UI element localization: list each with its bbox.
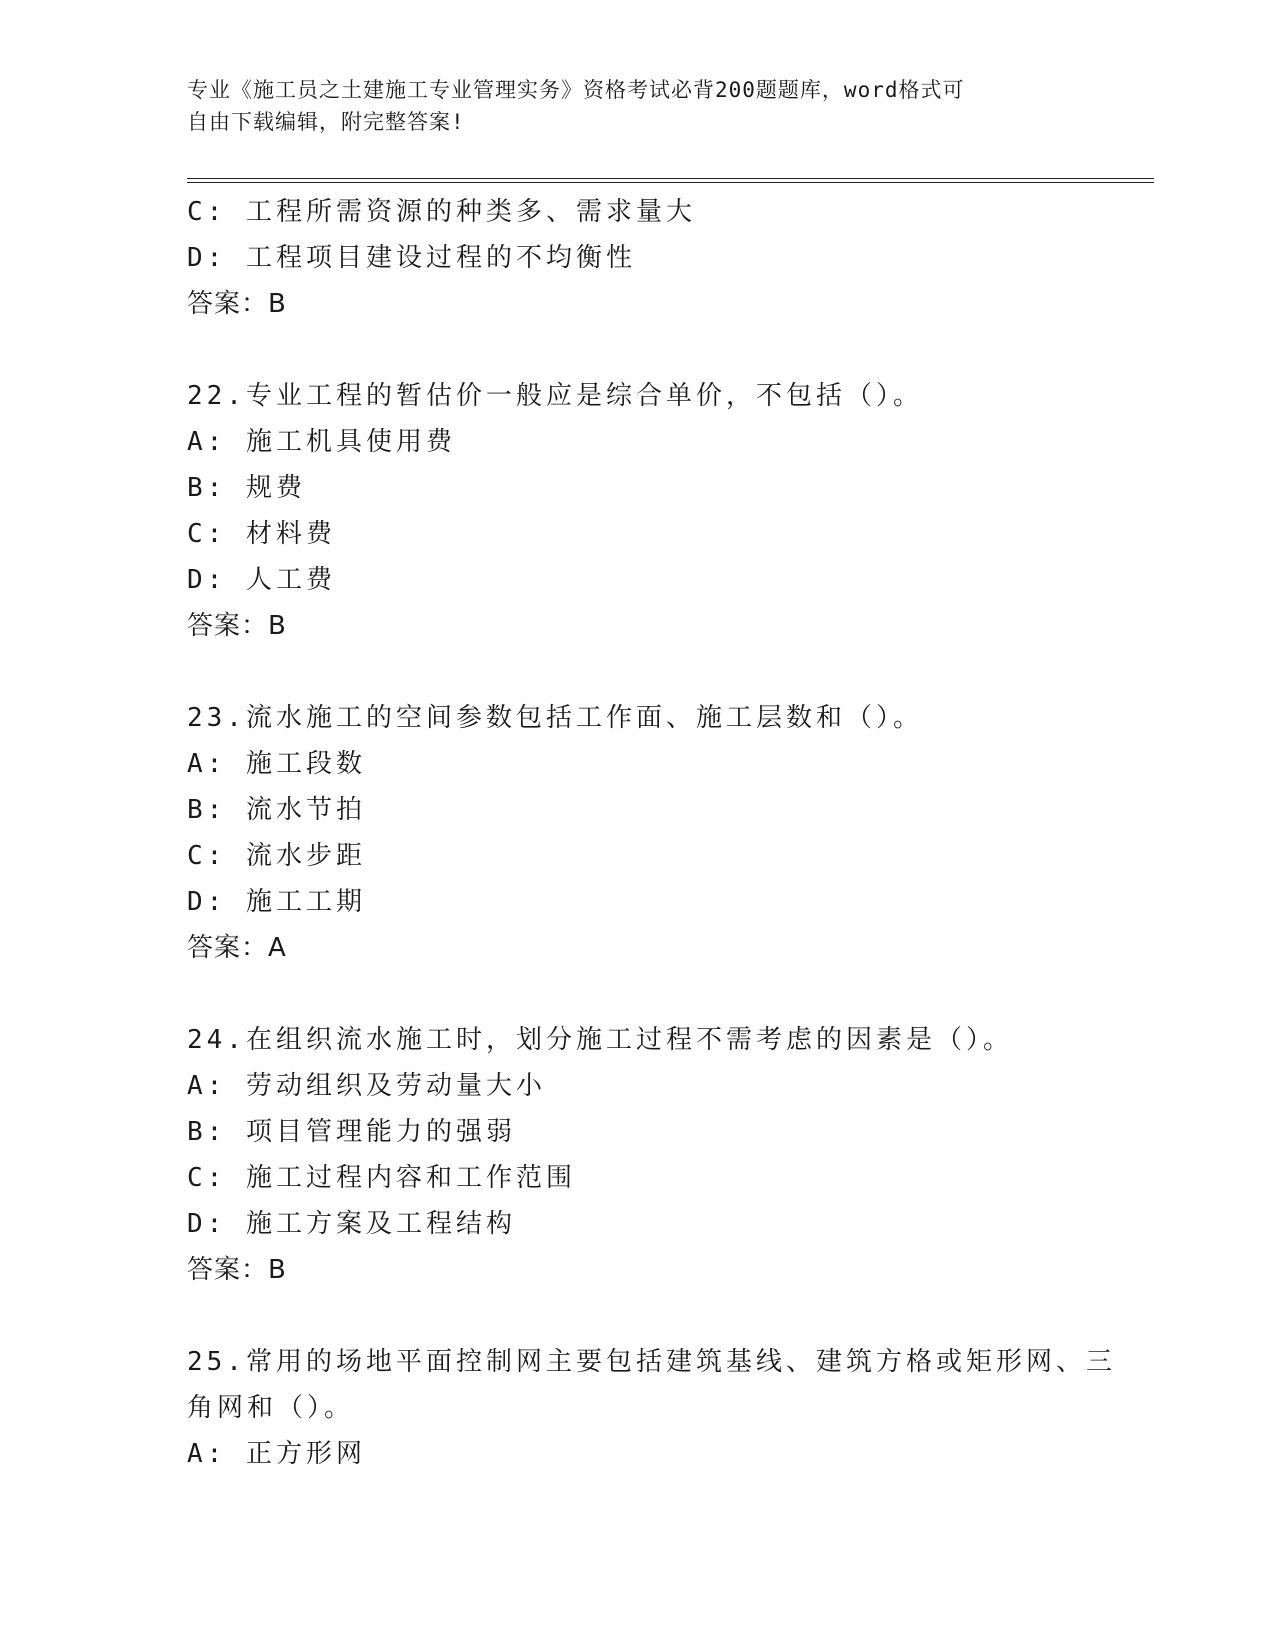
- option-b: B: 流水节拍: [187, 795, 366, 825]
- option-c: C: 工程所需资源的种类多、需求量大: [187, 197, 696, 227]
- option-d: D: 施工方案及工程结构: [187, 1209, 516, 1239]
- document-header: [187, 74, 1087, 138]
- question-block-23: [187, 695, 1154, 971]
- question-block-22: [187, 373, 1154, 649]
- spacer: [187, 649, 1154, 695]
- question-block-21-continued: [187, 189, 1154, 327]
- question-list: [187, 189, 1154, 1477]
- option-c: C: 流水步距: [187, 841, 366, 871]
- option-d: D: 人工费: [187, 565, 336, 595]
- option-c: C: 材料费: [187, 519, 336, 549]
- question-text: 24.在组织流水施工时，划分施工过程不需考虑的因素是（）。: [187, 1025, 1013, 1055]
- option-a: A: 正方形网: [187, 1439, 366, 1469]
- header-title-line-2: 自由下载编辑，附完整答案!: [187, 110, 465, 134]
- answer-line: 答案：A: [187, 933, 287, 963]
- option-a: A: 施工段数: [187, 749, 366, 779]
- question-text-line-1: 25.常用的场地平面控制网主要包括建筑基线、建筑方格或矩形网、三: [187, 1347, 1116, 1377]
- spacer: [187, 1293, 1154, 1339]
- option-d: D: 工程项目建设过程的不均衡性: [187, 243, 636, 273]
- option-c: C: 施工过程内容和工作范围: [187, 1163, 576, 1193]
- spacer: [187, 327, 1154, 373]
- question-block-25: [187, 1339, 1154, 1477]
- header-title-line-1: 专业《施工员之土建施工专业管理实务》资格考试必背200题题库，word格式可: [187, 78, 965, 102]
- question-text-line-2: 角网和（）。: [187, 1393, 355, 1423]
- question-text: 23.流水施工的空间参数包括工作面、施工层数和（）。: [187, 703, 923, 733]
- option-a: A: 施工机具使用费: [187, 427, 456, 457]
- option-d: D: 施工工期: [187, 887, 366, 917]
- answer-line: 答案：B: [187, 1255, 287, 1285]
- answer-line: 答案：B: [187, 611, 287, 641]
- header-divider-top: [187, 178, 1154, 179]
- header-divider-bottom: [187, 182, 1154, 183]
- option-b: B: 项目管理能力的强弱: [187, 1117, 516, 1147]
- option-b: B: 规费: [187, 473, 306, 503]
- question-text: 22.专业工程的暂估价一般应是综合单价，不包括（）。: [187, 381, 923, 411]
- option-a: A: 劳动组织及劳动量大小: [187, 1071, 546, 1101]
- spacer: [187, 971, 1154, 1017]
- question-block-24: [187, 1017, 1154, 1293]
- answer-line: 答案：B: [187, 289, 287, 319]
